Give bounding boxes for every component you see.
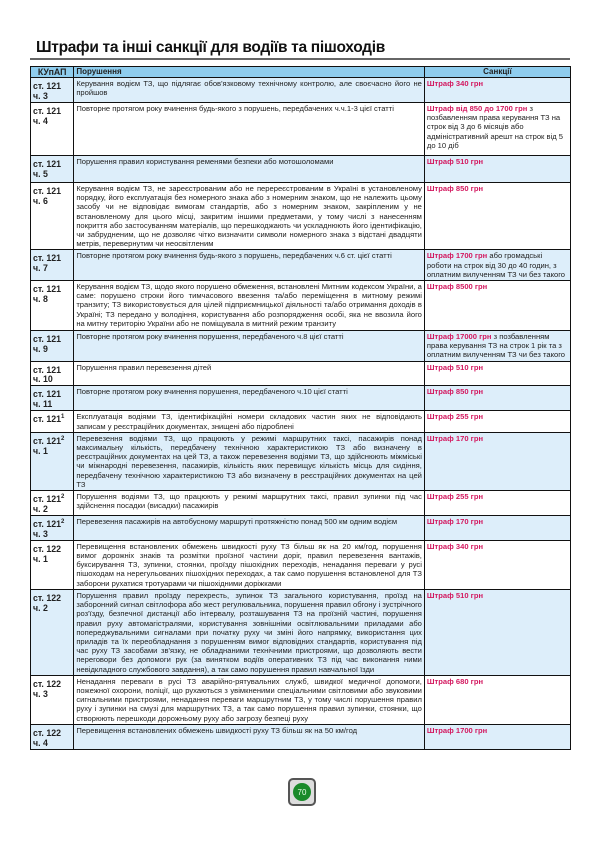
article: ст. 121 (33, 414, 61, 425)
fine-amount: Штраф 255 грн (426, 412, 484, 422)
article: ст. 121 (33, 283, 61, 294)
law-reference (31, 515, 74, 540)
violation-text: Ненадання переваги в русі ТЗ аварійно-рятувальних служб, швидкої медичної допомоги, пожежної охорони, поліції, що рухаються з увімкненими спеціальними світловими або звуковими сигнальними пристроями, ненадання переваги маршрутним ТЗ, у тому числі порушення правил руху і зупинки на смузі для маршрутних ТЗ, а так само порушення правил зупинки, стоянки, що створюють перешкоди дорожньому руху або загрозу безпеці руху (74, 675, 425, 724)
sanction (424, 432, 570, 490)
table-row (31, 724, 571, 749)
table-row (31, 361, 571, 386)
violation-text: Повторне протягом року вчинення будь-якого з порушень, передбачених ч.ч.1-3 цієї статті (74, 102, 425, 155)
article-superscript: 1 (61, 414, 65, 421)
sanction (424, 330, 570, 361)
article: ст. 121 (33, 253, 61, 264)
law-reference (31, 386, 74, 411)
violation-text: Перевищення встановлених обмежень швидкості руху ТЗ більш як на 50 км/год (74, 724, 425, 749)
table-header-row (31, 67, 571, 78)
sanction (424, 589, 570, 675)
law-reference (31, 361, 74, 386)
fine-amount: Штраф 850 грн (426, 183, 484, 193)
fine-amount: Штраф 170 грн (426, 433, 484, 443)
table-row (31, 411, 571, 432)
sanction (424, 155, 570, 182)
law-reference (31, 78, 74, 103)
article-part: ч. 1 (33, 445, 48, 456)
article-part: ч. 8 (33, 293, 48, 304)
fine-amount: Штраф 340 грн (426, 541, 484, 551)
fine-amount: Штраф 680 грн (426, 676, 484, 686)
fine-amount: Штраф 510 грн (426, 590, 484, 600)
article: ст. 121 (33, 105, 61, 116)
law-reference (31, 491, 74, 516)
table-row (31, 250, 571, 281)
fine-amount: Штраф 1700 грн (426, 251, 488, 261)
article-part: ч. 4 (33, 737, 48, 748)
sanction (424, 280, 570, 330)
header-sanction: Санкції (424, 67, 570, 78)
sanction (424, 515, 570, 540)
sanction (424, 361, 570, 386)
law-reference (31, 250, 74, 281)
law-reference (31, 411, 74, 432)
fine-amount: Штраф 510 грн (426, 156, 484, 166)
fine-amount: Штраф 850 грн (426, 387, 484, 397)
table-row (31, 386, 571, 411)
table-row (31, 589, 571, 675)
article-part: ч. 7 (33, 263, 48, 274)
law-reference (31, 675, 74, 724)
violation-text: Повторне протягом року вчинення порушення, передбаченого ч.10 цієї статті (74, 386, 425, 411)
page-number: 70 (293, 783, 311, 801)
sanction (424, 102, 570, 155)
fine-amount: Штраф 255 грн (426, 492, 484, 502)
table-row (31, 540, 571, 589)
header-code: КУпАП (31, 67, 74, 78)
sanction (424, 386, 570, 411)
article-part: ч. 5 (33, 168, 48, 179)
article-part: ч. 9 (33, 343, 48, 354)
law-reference (31, 182, 74, 249)
law-reference (31, 330, 74, 361)
violation-text: Порушення правил користування ременями безпеки або мотошоломами (74, 155, 425, 182)
law-reference (31, 540, 74, 589)
article: ст. 121 (33, 158, 61, 169)
table-row (31, 280, 571, 330)
fine-amount: Штраф від 850 до 1700 грн (426, 103, 528, 113)
article-part: ч. 4 (33, 115, 48, 126)
violation-text: Керування водієм ТЗ, не зареєстрованим або не перереєстрованим в Україні в установленому порядку, його експлуатація без номерного знака або з номерним знаком, що не належить цьому засобу чи не відповідає вимогам стандартів, або з номерним знаком, закріпленим у не встановленому для цього місці, закритим іншими предметами, у тому числі з нанесенням покриття або застосуванням матеріалів, що перешкоджають чи ускладнюють його ідентифікацію, чи забрудненим, що не дозволяє чітко визначити символи номерного знака з відстані двадцяти метрів, перевернутим чи неосвітленим (74, 182, 425, 249)
fine-amount: Штраф 1700 грн (426, 725, 488, 735)
sanction (424, 675, 570, 724)
sanction-details: або громадські роботи на строк від 30 до 40 годин, з оплатним вилученням ТЗ чи без такого (426, 251, 566, 279)
article: ст. 121 (33, 364, 61, 375)
violation-text: Порушення водіями ТЗ, що працюють у режимі маршрутних таксі, правил зупинки під час здійснення посадки (висадки) пасажирів (74, 491, 425, 516)
violation-text: Повторне протягом року вчинення порушення, передбаченого ч.8 цієї статті (74, 330, 425, 361)
fine-amount: Штраф 340 грн (426, 79, 484, 88)
sanction (424, 491, 570, 516)
article: ст. 121 (33, 185, 61, 196)
article: ст. 122 (33, 592, 61, 603)
table-row (31, 155, 571, 182)
law-reference (31, 724, 74, 749)
article: ст. 121 (33, 518, 61, 529)
law-reference (31, 432, 74, 490)
sanction (424, 250, 570, 281)
article-part: ч. 11 (33, 399, 53, 410)
table-row (31, 102, 571, 155)
violation-text: Порушення правил проїзду перехресть, зупинок ТЗ загального користування, проїзд на заборонний сигнал світлофора або жест регулювальника, порушення правил обгону і зустрічного роз'їзду, безпечної дистанції або інтервалу, розташування ТЗ на проїзній частині, порушення правил руху автомагістралями, користування зовнішніми освітлювальними приладами або попереджувальними сигналами при початку руху чи зміні його напрямку, використання цих приладів та їх переобладнання з порушенням вимог відповідних стандартів, користування під час руху ТЗ засобами зв'язку, не обладнаними технічними пристроями, що дозволяють вести переговори без допомоги рук (за винятком водіїв оперативних ТЗ під час виконання ними невідкладного службового завдання), а так само порушення правил навчальної їзди (74, 589, 425, 675)
law-reference (31, 280, 74, 330)
violation-text: Перевищення встановлених обмежень швидкості руху ТЗ більш як на 20 км/год, порушення вимог дорожніх знаків та розмітки проїзної частини доріг, правил перевезення вантажів, буксирування ТЗ, зупинки, стоянки, проїзду пішохідних переходів, ненадання переваги у русі пішоходам на нерегульованих пішохідних переходах, а так само порушення встановленої для ТЗ заборони рухатися тротуарами чи пішохідними доріжками (74, 540, 425, 589)
article-part: ч. 3 (33, 90, 48, 101)
table-row (31, 330, 571, 361)
article-part: ч. 2 (33, 503, 48, 514)
article-superscript: 2 (61, 494, 65, 501)
violation-text: Порушення правил перевезення дітей (74, 361, 425, 386)
sanction (424, 724, 570, 749)
article: ст. 121 (33, 333, 61, 344)
law-reference (31, 102, 74, 155)
fine-amount: Штраф 170 грн (426, 516, 484, 526)
article-superscript: 2 (61, 435, 65, 442)
fine-amount: Штраф 8500 грн (426, 281, 488, 291)
article: ст. 121 (33, 435, 61, 446)
header-violation: Порушення (74, 67, 425, 78)
violation-text: Керування водієм ТЗ, щодо якого порушено обмеження, встановлені Митним кодексом України, а саме: порушено строки його тимчасового ввезення та/або переміщення в митному режимі транзиту; ТЗ використовується для цілей підприємницької діяльності та/або отримання доходів в Україні; ТЗ передано у володіння, користування або розпорядження особі, яка не ввозила його на митну територію України або не поміщувала в митний режим транзиту (74, 280, 425, 330)
violation-text: Керування водієм ТЗ, що підлягає обов'язковому технічному контролю, але своєчасно його не пройшов (74, 78, 425, 103)
table-row (31, 675, 571, 724)
page-number-badge (288, 778, 316, 806)
article: ст. 121 (33, 80, 61, 91)
sanction (424, 78, 570, 103)
sanctions-table (30, 66, 571, 750)
sanction (424, 411, 570, 432)
article: ст. 121 (33, 493, 61, 504)
sanction (424, 540, 570, 589)
article-superscript: 2 (61, 518, 65, 525)
sanction-details: з позбавленням права керування ТЗ на строк 1 рік та з оплатним вилученням ТЗ чи без такого (426, 331, 566, 360)
violation-text: Перевезення водіями ТЗ, що працюють у режимі маршрутних таксі, пасажирів понад максимальну кількість, передбачену технічною характеристикою ТЗ або визначену в реєстраційних документах на цей ТЗ, а також перевезення водіями ТЗ, що здійснюють міжміські чи міжнародні перевезення, пасажирів, кількість яких перевищує кількість місць для сидіння, передбачену технічною характеристикою ТЗ або визначену в реєстраційних документах на цей ТЗ (74, 432, 425, 490)
violation-text: Перевезення пасажирів на автобусному маршруті протяжністю понад 500 км одним водієм (74, 515, 425, 540)
table-row (31, 182, 571, 249)
violation-text: Експлуатація водіями ТЗ, ідентифікаційні номери складових частин яких не відповідають записам у реєстраційних документах, знищені або підроблені (74, 411, 425, 432)
article: ст. 122 (33, 727, 61, 738)
table-body (31, 78, 571, 750)
article: ст. 121 (33, 389, 61, 400)
article-part: ч. 1 (33, 553, 48, 564)
table-row (31, 432, 571, 490)
page-title: Штрафи та інші санкції для водіїв та пішоходів (36, 39, 385, 56)
sanction-details: з позбавленням права керування ТЗ на строк від 3 до 6 місяців або адміністративний арешт на строк від 5 до 10 діб (426, 103, 563, 150)
table-row (31, 78, 571, 103)
table-row (31, 515, 571, 540)
table-row (31, 491, 571, 516)
article-part: ч. 3 (33, 688, 48, 699)
violation-text: Повторне протягом року вчинення будь-якого з порушень, передбачених ч.6 ст. цієї статті (74, 250, 425, 281)
article: ст. 122 (33, 543, 61, 554)
article: ст. 122 (33, 678, 61, 689)
article-part: ч. 6 (33, 195, 48, 206)
title-divider (30, 58, 570, 60)
fine-amount: Штраф 17000 грн (426, 331, 492, 341)
article-part: ч. 3 (33, 528, 48, 539)
fine-amount: Штраф 510 грн (426, 362, 484, 372)
law-reference (31, 589, 74, 675)
law-reference (31, 155, 74, 182)
sanction (424, 182, 570, 249)
article-part: ч. 2 (33, 602, 48, 613)
article-part: ч. 10 (33, 374, 53, 385)
